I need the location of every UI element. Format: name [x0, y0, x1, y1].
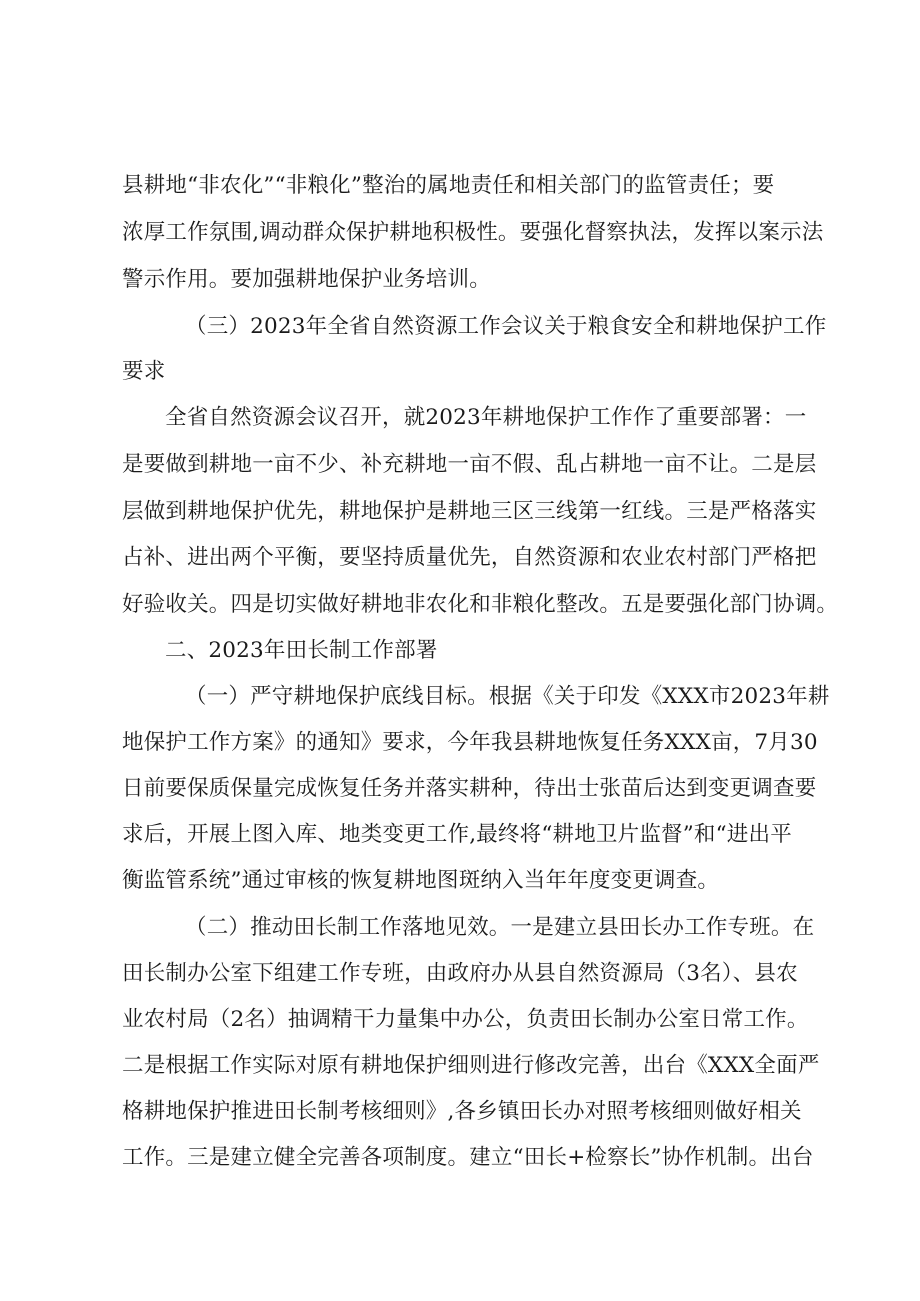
body-text-line: 格耕地保护推进田长制考核细则》,各乡镇田长办对照考核细则做好相关: [122, 1099, 802, 1124]
body-text-line: （二）推动田长制工作落地见效。一是建立县田长办工作专班。在: [185, 915, 815, 940]
body-text-line: 地保护工作方案》的通知》要求，今年我县耕地恢复任务XXX亩，7月30: [122, 730, 818, 755]
subheading-line: （三）2023年全省自然资源工作会议关于粮食安全和耕地保护工作: [185, 314, 827, 339]
body-text-line: 好验收关。四是切实做好耕地非农化和非粮化整改。五是要强化部门协调。: [122, 592, 839, 617]
body-text-line: 二是根据工作实际对原有耕地保护细则进行修改完善，出台《XXX全面严: [122, 1053, 820, 1078]
body-text-line: 浓厚工作氛围,调动群众保护耕地积极性。要强化督察执法，发挥以案示法: [122, 220, 824, 245]
body-text-line: 县耕地“非农化”“非粮化”整治的属地责任和相关部门的监管责任；要: [122, 173, 775, 198]
subheading-line: 要求: [122, 359, 166, 384]
body-text-line: 层做到耕地保护优先，耕地保护是耕地三区三线第一红线。三是严格落实: [122, 499, 817, 524]
body-text-line: 警示作用。要加强耕地保护业务培训。: [122, 267, 491, 292]
body-text-line: 业农村局（2名）抽调精干力量集中办公，负责田长制办公室日常工作。: [122, 1007, 809, 1032]
body-text-line: 工作。三是建立健全完善各项制度。建立“田长+检察长”协作机制。出台: [122, 1145, 814, 1170]
body-text-line: 日前要保质保量完成恢复任务并落实耕种，待出士张苗后达到变更调查要: [122, 776, 817, 801]
body-text-line: 是要做到耕地一亩不少、补充耕地一亩不假、乱占耕地一亩不让。二是层: [122, 452, 817, 477]
section-heading: 二、2023年田长制工作部署: [165, 638, 438, 663]
body-text-line: 田长制办公室下组建工作专班，由政府办从县自然资源局（3名）、县农: [122, 961, 798, 986]
body-text-line: 求后，开展上图入库、地类变更工作,最终将“耕地卫片监督”和“进出平: [122, 822, 792, 847]
body-text-line: 全省自然资源会议召开，就2023年耕地保护工作作了重要部署：一: [165, 405, 807, 430]
body-text-line: 衡监管系统”通过审核的恢复耕地图斑纳入当年年度变更调查。: [122, 868, 720, 893]
body-text-line: 占补、进出两个平衡，要坚持质量优先，自然资源和农业农村部门严格把: [122, 545, 817, 570]
body-text-line: （一）严守耕地保护底线目标。根据《关于印发《XXX市2023年耕: [185, 684, 830, 709]
